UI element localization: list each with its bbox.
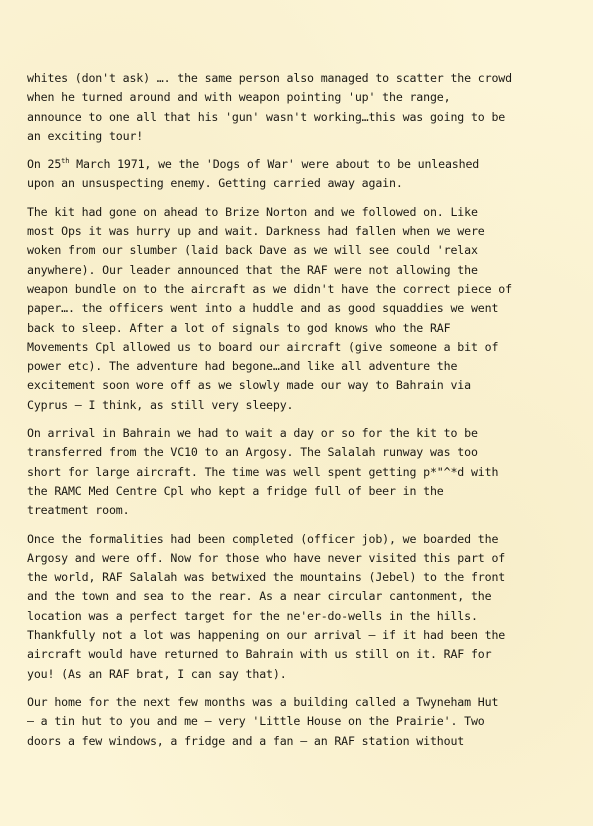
text-line: and the town and sea to the rear. As a near circular cantonment, the xyxy=(27,589,492,604)
text-line: when he turned around and with weapon pointing 'up' the range, xyxy=(27,90,451,105)
text-line: an exciting tour! xyxy=(27,128,144,143)
text-line: excitement soon wore off as we slowly made our way to Bahrain via xyxy=(27,378,471,393)
text-line: the RAMC Med Centre Cpl who kept a fridge full of beer in the xyxy=(27,483,444,498)
text-line: Movements Cpl allowed us to board our aircraft (give someone a bit of xyxy=(27,339,499,354)
text-line: doors a few windows, a fridge and a fan – an RAF station without xyxy=(27,733,465,748)
text-line: anywhere). Our leader announced that the RAF were not allowing the xyxy=(27,262,478,277)
text-line: The kit had gone on ahead to Brize Norton and we followed on. Like xyxy=(27,204,478,219)
text-line: you! (As an RAF brat, I can say that). xyxy=(27,666,287,681)
paragraph xyxy=(27,693,573,751)
text-line: woken from our slumber (laid back Dave as we will see could 'relax xyxy=(27,243,478,258)
text-line: On arrival in Bahrain we had to wait a day or so for the kit to be xyxy=(27,426,478,441)
text-line: Argosy and were off. Now for those who have never visited this part of xyxy=(27,550,506,565)
paragraph xyxy=(27,530,573,684)
text-run: On 25 xyxy=(27,157,62,172)
text-line: weapon bundle on to the aircraft as we didn't have the correct piece of xyxy=(27,281,512,296)
text-line: – a tin hut to you and me – very 'Little House on the Prairie'. Two xyxy=(27,714,485,729)
paragraph xyxy=(27,155,573,194)
text-line: announce to one all that his 'gun' wasn't working…this was going to be xyxy=(27,109,506,124)
paragraph xyxy=(27,203,573,415)
paragraph xyxy=(27,424,573,520)
text-line: Our home for the next few months was a building called a Twyneham Hut xyxy=(27,694,499,709)
text-line: upon an unsuspecting enemy. Getting carried away again. xyxy=(27,176,403,191)
text-line: whites (don't ask) …. the same person also managed to scatter the crowd xyxy=(27,71,512,85)
paragraph xyxy=(27,69,573,146)
text-line: location was a perfect target for the ne'er-do-wells in the hills. xyxy=(27,608,478,623)
text-line: power etc). The adventure had begone…and like all adventure the xyxy=(27,359,458,374)
text-line: Cyprus – I think, as still very sleepy. xyxy=(27,397,294,412)
text-line: the world, RAF Salalah was betwixed the mountains (Jebel) to the front xyxy=(27,570,506,585)
text-line: back to sleep. After a lot of signals to god knows who the RAF xyxy=(27,320,451,335)
text-line: short for large aircraft. The time was well spent getting p*"^*d with xyxy=(27,464,499,479)
text-line: Thankfully not a lot was happening on our arrival – if it had been the xyxy=(27,628,506,643)
text-line: aircraft would have returned to Bahrain with us still on it. RAF for xyxy=(27,647,492,662)
text-line: Once the formalities had been completed (officer job), we boarded the xyxy=(27,531,499,546)
document-body xyxy=(27,69,573,760)
text-line: most Ops it was hurry up and wait. Darkness had fallen when we were xyxy=(27,224,485,239)
ordinal-superscript: th xyxy=(61,157,70,166)
text-line: paper…. the officers went into a huddle and as good squaddies we went xyxy=(27,301,499,316)
text-run: March 1971, we the 'Dogs of War' were about to be unleashed xyxy=(69,157,480,172)
text-line: treatment room. xyxy=(27,503,130,518)
text-line: transferred from the VC10 to an Argosy. The Salalah runway was too xyxy=(27,445,478,460)
text-line xyxy=(27,155,573,174)
